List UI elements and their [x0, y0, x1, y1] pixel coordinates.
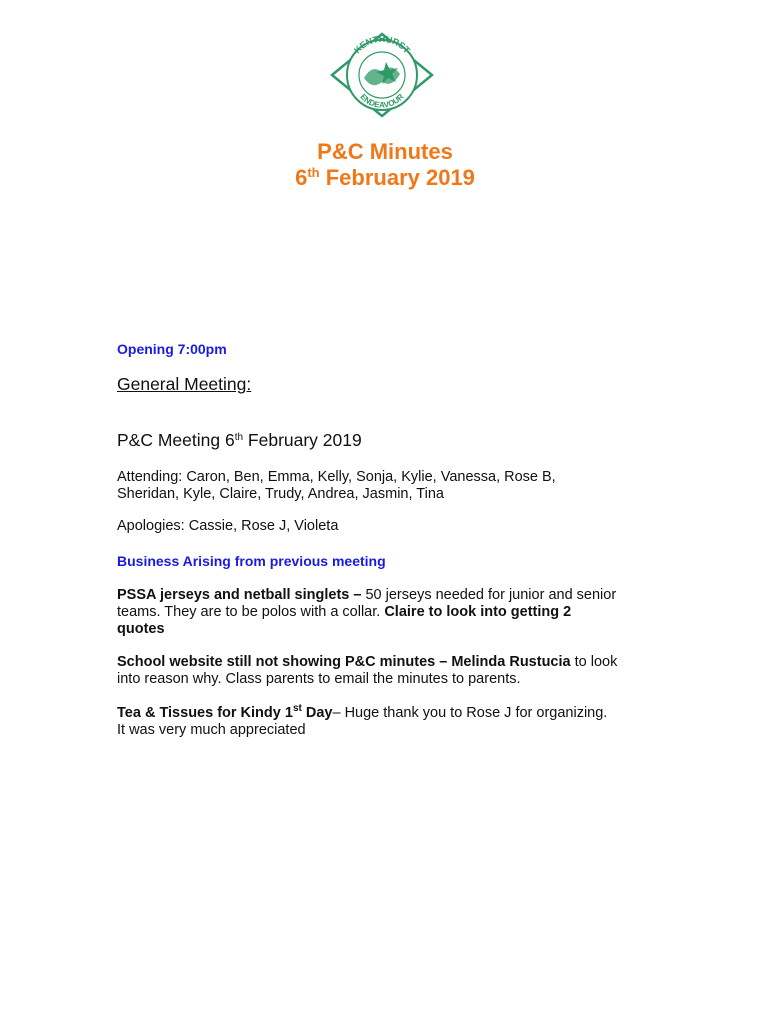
meeting-heading: P&C Meeting 6th February 2019 [117, 430, 362, 450]
logo-top-text: KENTHURST [352, 34, 413, 56]
logo-bottom-text: ENDEAVOUR [358, 92, 406, 110]
minutes-date: 6th February 2019 [295, 165, 475, 190]
minutes-title: P&C Minutes [317, 139, 453, 164]
opening-time: Opening 7:00pm [117, 341, 227, 357]
item-pssa-jerseys: PSSA jerseys and netball singlets – 50 jerseys needed for junior and senior teams. They are to be polos with a collar. Claire to look into getting 2 quotes [117, 587, 617, 637]
school-logo [326, 32, 438, 118]
apologies: Apologies: Cassie, Rose J, Violeta [117, 518, 339, 534]
business-arising-heading: Business Arising from previous meeting [117, 553, 386, 569]
general-meeting-heading: General Meeting: [117, 374, 252, 394]
item-school-website: School website still not showing P&C minutes – Melinda Rustucia to look into reason why. Class parents to email the minutes to parents. [117, 654, 618, 687]
item-tea-tissues: Tea & Tissues for Kindy 1st Day– Huge thank you to Rose J for organizing. It was very much appreciated [117, 703, 608, 738]
attending-list: Attending: Caron, Ben, Emma, Kelly, Sonja, Kylie, Vanessa, Rose B, Sheridan, Kyle, Claire, Trudy, Andrea, Jasmin, Tina [117, 469, 556, 502]
